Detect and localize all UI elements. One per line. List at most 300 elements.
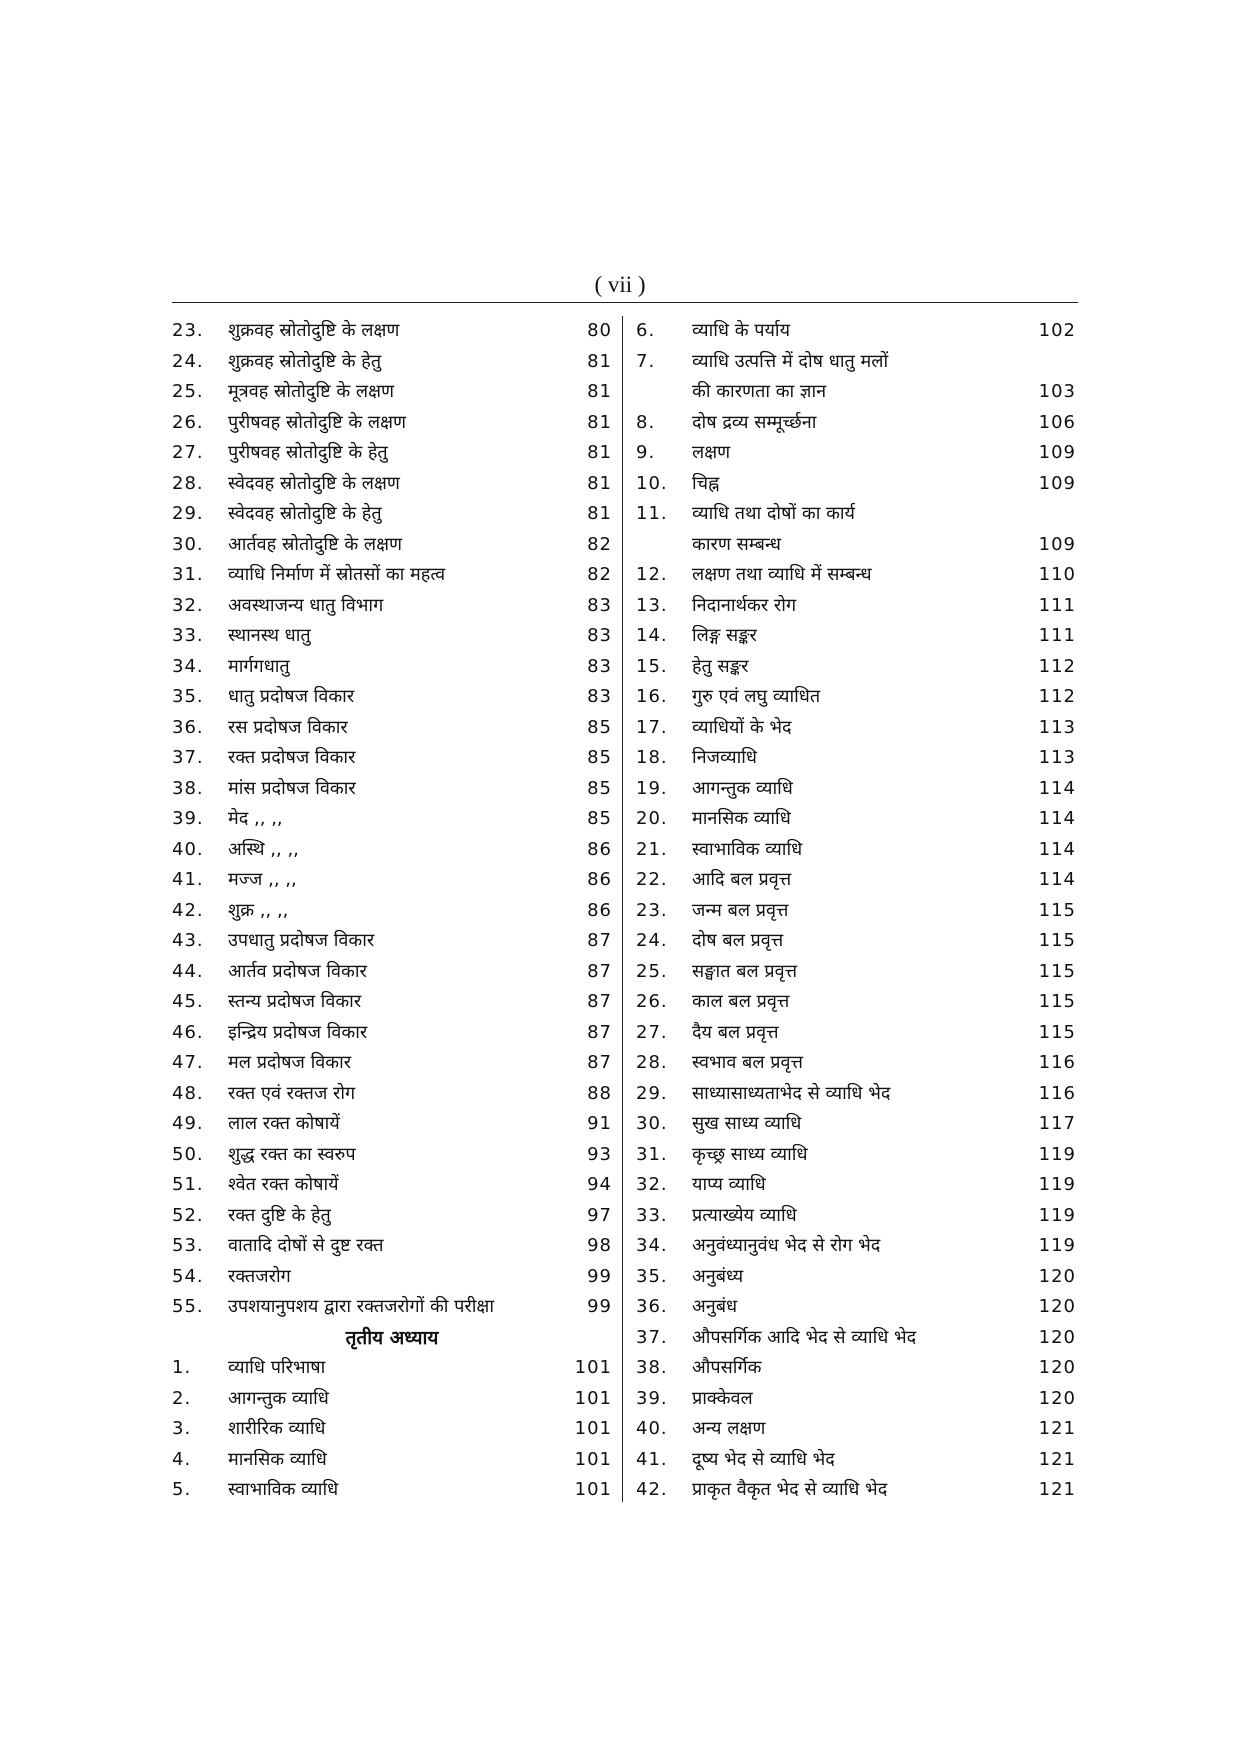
entry-number: 29. [636,1082,668,1104]
toc-entry [172,957,612,988]
entry-number: 31. [172,564,204,585]
entry-title: मार्गगधातु [228,655,290,677]
entry-number: 13. [636,594,668,616]
toc-entry [636,1201,1076,1232]
entry-title: लिङ्ग सङ्कर [692,625,757,646]
entry-page-number: 101 [574,1357,612,1378]
toc-entry [172,316,612,347]
entry-number: 40. [172,838,204,860]
toc-entry [172,865,612,896]
entry-page-number: 101 [574,1387,612,1409]
entry-number: 43. [172,930,204,951]
entry-title: चिह्न [692,472,720,494]
header-rule [172,302,1078,303]
entry-page-number: 93 [587,1143,612,1165]
toc-entry [636,1140,1076,1171]
entry-title: आदि बल प्रवृत्त [692,869,792,890]
entry-page-number: 120 [1038,1326,1076,1348]
toc-entry [172,347,612,378]
entry-title: औपसर्गिक आदि भेद से व्याधि भेद [692,1326,917,1348]
entry-number: 10. [636,472,668,494]
toc-entry [172,804,612,835]
entry-page-number: 114 [1038,838,1076,860]
entry-number: 23. [172,320,204,341]
entry-title: उपधातु प्रदोषज विकार [228,930,375,951]
toc-entry [172,530,612,561]
toc-entry [636,347,1076,378]
toc-entry [636,621,1076,652]
entry-page-number: 83 [587,686,612,707]
entry-number: 20. [636,808,668,829]
entry-title: रक्तजरोग [228,1265,291,1287]
toc-entry [172,1048,612,1079]
entry-number: 49. [172,1113,204,1134]
entry-page-number: 87 [587,1052,612,1073]
entry-title: आर्तवह स्रोतोदुष्टि के लक्षण [228,533,402,555]
toc-entry [636,652,1076,683]
toc-entry [636,499,1076,530]
entry-number: 35. [636,1265,668,1287]
entry-title: शारीरिक व्याधि [228,1418,326,1439]
entry-page-number: 85 [587,777,612,799]
toc-entry [636,1292,1076,1323]
entry-title: दैय बल प्रवृत्त [692,1021,779,1043]
entry-title: उपशयानुपशय द्वारा रक्तजरोगों की परीक्षा [228,1296,494,1317]
entry-title: साध्यासाध्यताभेद से व्याधि भेद [692,1082,891,1104]
entry-page-number: 85 [587,808,612,829]
entry-page-number: 87 [587,1021,612,1043]
toc-entry [172,591,612,622]
entry-page-number: 114 [1038,869,1076,890]
toc-entry [636,987,1076,1018]
entry-number: 38. [636,1357,668,1378]
entry-title: दोष बल प्रवृत्त [692,930,784,951]
toc-entry [636,316,1076,347]
toc-entry [172,713,612,744]
entry-number: 42. [172,899,204,921]
entry-number: 53. [172,1235,204,1256]
toc-entry [172,499,612,530]
entry-title: दोष द्रव्य सम्मूर्च्छना [692,411,817,433]
entry-page-number: 101 [574,1418,612,1439]
entry-title: प्रत्याख्येय व्याधि [692,1204,797,1226]
entry-page-number: 115 [1038,1021,1076,1043]
entry-page-number: 87 [587,991,612,1012]
toc-entry [636,1262,1076,1293]
toc-entry [172,1140,612,1171]
entry-number: 12. [636,564,668,585]
entry-number: 1. [172,1357,192,1378]
toc-entry [172,1109,612,1140]
entry-number: 6. [636,320,656,341]
entry-number: 7. [636,350,656,372]
entry-number: 39. [172,808,204,829]
toc-entry [636,835,1076,866]
toc-entry [636,774,1076,805]
toc-entry [172,896,612,927]
entry-number: 55. [172,1296,204,1317]
entry-page-number: 91 [587,1113,612,1134]
toc-entry [172,774,612,805]
toc-entry [636,896,1076,927]
entry-title: जन्म बल प्रवृत्त [692,899,789,921]
toc-entry [172,926,612,957]
entry-page-number: 121 [1038,1479,1076,1500]
entry-number: 41. [636,1448,668,1470]
toc-entry [636,1475,1076,1506]
entry-number: 21. [636,838,668,860]
toc-entry [172,621,612,652]
entry-page-number: 87 [587,960,612,982]
entry-title: अनुवंध्यानुवंध भेद से रोग भेद [692,1235,881,1256]
entry-page-number: 114 [1038,777,1076,799]
entry-title: रक्त दुष्टि के हेतु [228,1204,331,1226]
entry-number: 44. [172,960,204,982]
entry-page-number: 99 [587,1265,612,1287]
toc-entry [172,1170,612,1201]
chapter-heading-title: तृतीय अध्याय [345,1326,439,1349]
entry-number: 46. [172,1021,204,1043]
entry-page-number: 97 [587,1204,612,1226]
toc-entry [636,530,1076,561]
entry-title: लक्षण [692,442,731,463]
chapter-heading [172,1323,612,1354]
entry-title: व्याधि तथा दोषों का कार्य [692,503,855,524]
entry-number: 47. [172,1052,204,1073]
entry-number: 27. [172,442,204,463]
entry-number: 16. [636,686,668,707]
entry-title: सुख साध्य व्याधि [692,1113,802,1134]
entry-page-number: 115 [1038,899,1076,921]
entry-number: 37. [172,747,204,768]
entry-number: 39. [636,1387,668,1409]
entry-page-number: 111 [1038,625,1076,646]
toc-entry [172,438,612,469]
toc-entry [636,1079,1076,1110]
entry-page-number: 85 [587,747,612,768]
entry-number: 9. [636,442,656,463]
entry-title: स्वभाव बल प्रवृत्त [692,1052,803,1073]
entry-page-number: 81 [587,503,612,524]
toc-entry [636,865,1076,896]
entry-page-number: 81 [587,381,612,402]
entry-page-number: 81 [587,350,612,372]
entry-number: 23. [636,899,668,921]
entry-page-number: 117 [1038,1113,1076,1134]
toc-entry [636,804,1076,835]
entry-number: 3. [172,1418,192,1439]
entry-number: 30. [636,1113,668,1134]
toc-entry [172,1475,612,1506]
toc-entry [172,1018,612,1049]
entry-title: मांस प्रदोषज विकार [228,777,356,799]
entry-title: याप्य व्याधि [692,1174,766,1195]
entry-title: अन्य लक्षण [692,1418,766,1439]
column-divider [622,316,623,1502]
entry-number: 42. [636,1479,668,1500]
entry-title: पुरीषवह स्रोतोदुष्टि के लक्षण [228,411,406,433]
entry-page-number: 87 [587,930,612,951]
entry-number: 33. [172,625,204,646]
entry-number: 22. [636,869,668,890]
entry-number: 2. [172,1387,192,1409]
entry-number: 45. [172,991,204,1012]
entry-page-number: 120 [1038,1265,1076,1287]
entry-number: 25. [636,960,668,982]
entry-title: औपसर्गिक [692,1357,762,1378]
entry-page-number: 115 [1038,991,1076,1012]
toc-entry [172,652,612,683]
toc-entry [172,408,612,439]
entry-page-number: 116 [1038,1082,1076,1104]
entry-title: अवस्थाजन्य धातु विभाग [228,594,384,616]
entry-number: 54. [172,1265,204,1287]
entry-title: स्वेदवह स्रोतोदुष्टि के लक्षण [228,472,400,494]
entry-number: 52. [172,1204,204,1226]
entry-title: सङ्घात बल प्रवृत्त [692,960,798,982]
entry-number: 29. [172,503,204,524]
entry-title: मल प्रदोषज विकार [228,1052,352,1073]
entry-title: रक्त एवं रक्तज रोग [228,1082,356,1104]
toc-entry [636,1109,1076,1140]
toc-entry [636,469,1076,500]
entry-page-number: 109 [1038,472,1076,494]
entry-page-number: 82 [587,533,612,555]
entry-page-number: 111 [1038,594,1076,616]
entry-title: कृच्छ्र साध्य व्याधि [692,1143,808,1165]
entry-page-number: 85 [587,716,612,738]
entry-page-number: 83 [587,655,612,677]
entry-number: 26. [172,411,204,433]
toc-entry [636,1231,1076,1262]
entry-number: 38. [172,777,204,799]
entry-page-number: 83 [587,594,612,616]
entry-page-number: 119 [1038,1204,1076,1226]
entry-page-number: 103 [1038,381,1076,402]
entry-number: 50. [172,1143,204,1165]
entry-title: स्वाभाविक व्याधि [692,838,803,860]
entry-number: 41. [172,869,204,890]
toc-entry [172,1384,612,1415]
entry-number: 19. [636,777,668,799]
entry-number: 34. [636,1235,668,1256]
entry-page-number: 82 [587,564,612,585]
toc-entry [636,926,1076,957]
entry-title: निदानार्थकर रोग [692,594,797,616]
entry-number: 24. [636,930,668,951]
entry-page-number: 101 [574,1479,612,1500]
entry-title: श्वेत रक्त कोषायें [228,1174,339,1195]
entry-page-number: 80 [587,320,612,341]
entry-page-number: 115 [1038,930,1076,951]
entry-title: अनुबंध्य [692,1265,744,1287]
entry-title: व्याधि परिभाषा [228,1357,326,1378]
entry-number: 51. [172,1174,204,1195]
entry-number: 8. [636,411,656,433]
entry-number: 33. [636,1204,668,1226]
entry-page-number: 86 [587,899,612,921]
entry-page-number: 94 [587,1174,612,1195]
entry-title: स्थानस्थ धातु [228,625,311,646]
entry-number: 26. [636,991,668,1012]
entry-title: व्याधि निर्माण में स्रोतसों का महत्व [228,564,446,585]
entry-title: रस प्रदोषज विकार [228,716,348,738]
toc-entry [636,743,1076,774]
entry-title: अनुबंध [692,1296,738,1317]
entry-number: 18. [636,747,668,768]
entry-page-number: 119 [1038,1174,1076,1195]
entry-page-number: 112 [1038,655,1076,677]
toc-entry [636,377,1076,408]
entry-page-number: 101 [574,1448,612,1470]
entry-title: मानसिक व्याधि [692,808,791,829]
entry-title: हेतु सङ्कर [692,655,749,677]
entry-number: 34. [172,655,204,677]
entry-page-number: 81 [587,442,612,463]
entry-title: काल बल प्रवृत्त [692,991,790,1012]
entry-page-number: 83 [587,625,612,646]
toc-entry [636,408,1076,439]
entry-page-number: 120 [1038,1357,1076,1378]
entry-number: 40. [636,1418,668,1439]
toc-entry [172,1079,612,1110]
toc-entry [636,1018,1076,1049]
toc-entry [636,682,1076,713]
entry-page-number: 120 [1038,1296,1076,1317]
toc-entry [172,1353,612,1384]
entry-title: शुक्र ,, ,, [228,899,289,921]
right-column [636,316,1076,1506]
entry-title: रक्त प्रदोषज विकार [228,747,356,768]
entry-number: 25. [172,381,204,402]
entry-page-number: 113 [1038,747,1076,768]
toc-entry [636,1445,1076,1476]
toc-entry [636,1353,1076,1384]
entry-page-number: 81 [587,411,612,433]
toc-entry [172,1262,612,1293]
toc-entry [172,1445,612,1476]
entry-title: इन्द्रिय प्रदोषज विकार [228,1021,368,1043]
toc-entry [172,560,612,591]
toc-entry [636,1414,1076,1445]
entry-title: मूत्रवह स्रोतोदुष्टि के लक्षण [228,381,395,402]
entry-title: शुक्रवह स्रोतोदुष्टि के हेतु [228,350,382,372]
toc-entry [172,469,612,500]
entry-page-number: 102 [1038,320,1076,341]
entry-number: 36. [172,716,204,738]
entry-page-number: 109 [1038,442,1076,463]
entry-title: निजव्याधि [692,747,757,768]
entry-title: आगन्तुक व्याधि [692,777,793,799]
toc-entry [636,1170,1076,1201]
entry-page-number: 110 [1038,564,1076,585]
toc-entry [636,591,1076,622]
entry-title: वातादि दोषों से दुष्ट रक्त [228,1235,384,1256]
entry-title: मज्ज ,, ,, [228,869,297,890]
entry-number: 35. [172,686,204,707]
entry-number: 30. [172,533,204,555]
entry-page-number: 86 [587,838,612,860]
entry-number: 4. [172,1448,192,1470]
entry-number: 31. [636,1143,668,1165]
toc-entry [636,1384,1076,1415]
entry-title: शुक्रवह स्रोतोदुष्टि के लक्षण [228,320,400,341]
toc-entry [636,713,1076,744]
entry-number: 28. [172,472,204,494]
entry-number: 11. [636,503,668,524]
toc-entry [172,682,612,713]
entry-page-number: 81 [587,472,612,494]
entry-page-number: 119 [1038,1143,1076,1165]
toc-entry [172,835,612,866]
entry-title: गुरु एवं लघु व्याधित [692,686,821,707]
toc-entry [636,1323,1076,1354]
toc-entry [172,987,612,1018]
entry-number: 28. [636,1052,668,1073]
entry-page-number: 115 [1038,960,1076,982]
entry-title: लक्षण तथा व्याधि में सम्बन्ध [692,564,872,585]
entry-title: स्वेदवह स्रोतोदुष्टि के हेतु [228,503,382,524]
entry-page-number: 114 [1038,808,1076,829]
entry-title: स्वाभाविक व्याधि [228,1479,339,1500]
entry-title: दूष्य भेद से व्याधि भेद [692,1448,835,1470]
left-column [172,316,612,1506]
entry-title: आर्तव प्रदोषज विकार [228,960,367,982]
entry-title: व्याधि उत्पत्ति में दोष धातु मलों [692,350,889,372]
toc-entry [172,1414,612,1445]
entry-number: 32. [172,594,204,616]
entry-number: 37. [636,1326,668,1348]
entry-page-number: 116 [1038,1052,1076,1073]
entry-number: 5. [172,1479,192,1500]
entry-page-number: 113 [1038,716,1076,738]
toc-entry [172,377,612,408]
toc-entry [172,743,612,774]
entry-title: प्राकृत वैकृत भेद से व्याधि भेद [692,1479,888,1500]
entry-page-number: 99 [587,1296,612,1317]
toc-entry [172,1201,612,1232]
entry-title: अस्थि ,, ,, [228,838,299,860]
toc-entry [172,1292,612,1323]
entry-page-number: 120 [1038,1387,1076,1409]
entry-page-number: 121 [1038,1448,1076,1470]
entry-page-number: 112 [1038,686,1076,707]
entry-page-number: 119 [1038,1235,1076,1256]
toc-entry [636,560,1076,591]
entry-title: मेद ,, ,, [228,808,283,829]
entry-title: आगन्तुक व्याधि [228,1387,329,1409]
entry-page-number: 121 [1038,1418,1076,1439]
entry-title: व्याधि के पर्याय [692,320,791,341]
entry-page-number: 109 [1038,533,1076,555]
entry-title: लाल रक्त कोषायें [228,1113,340,1134]
entry-title: धातु प्रदोषज विकार [228,686,355,707]
entry-title: स्तन्य प्रदोषज विकार [228,991,362,1012]
entry-number: 17. [636,716,668,738]
entry-page-number: 88 [587,1082,612,1104]
entry-page-number: 106 [1038,411,1076,433]
entry-number: 27. [636,1021,668,1043]
entry-title: कारण सम्बन्ध [692,533,781,555]
entry-title: व्याधियों के भेद [692,716,792,738]
entry-title: प्राक्केवल [692,1387,753,1409]
entry-page-number: 98 [587,1235,612,1256]
entry-number: 15. [636,655,668,677]
toc-entry [636,957,1076,988]
entry-number: 36. [636,1296,668,1317]
entry-title: शुद्ध रक्त का स्वरुप [228,1143,356,1165]
entry-title: मानसिक व्याधि [228,1448,327,1470]
